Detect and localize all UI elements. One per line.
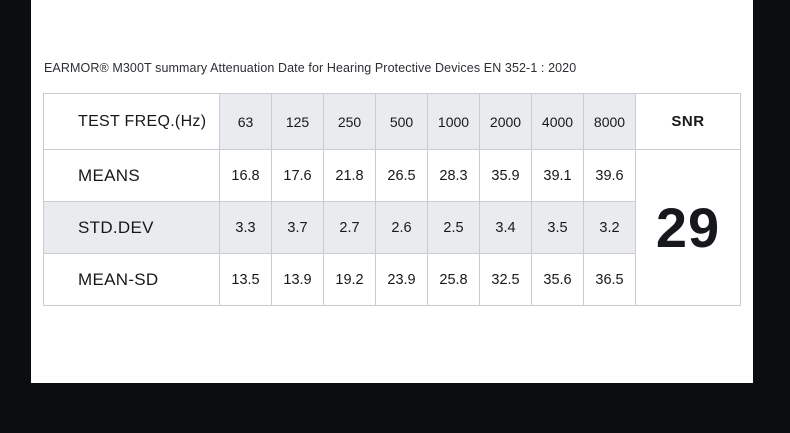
right-letterbox [753,0,790,383]
header-band-125: 125 [272,94,324,150]
cell-means-2000: 35.9 [480,150,532,202]
attenuation-table [43,93,741,306]
cell-stddev-500: 2.6 [376,202,428,254]
cell-stddev-4000: 3.5 [532,202,584,254]
table-header-row [44,94,741,150]
cell-meansd-63: 13.5 [220,254,272,306]
cell-stddev-125: 3.7 [272,202,324,254]
table-caption: EARMOR® M300T summary Attenuation Date for Hearing Protective Devices EN 352-1 : 2020 [44,61,577,75]
header-band-250: 250 [324,94,376,150]
left-letterbox [0,0,31,383]
header-test-freq: TEST FREQ.(Hz) [44,94,220,150]
row-label-mean-sd: MEAN-SD [44,254,220,306]
cell-stddev-250: 2.7 [324,202,376,254]
table-row [44,150,741,202]
cell-meansd-2000: 32.5 [480,254,532,306]
cell-meansd-1000: 25.8 [428,254,480,306]
header-band-1000: 1000 [428,94,480,150]
cell-stddev-1000: 2.5 [428,202,480,254]
cell-means-4000: 39.1 [532,150,584,202]
attenuation-table-container [43,93,740,306]
cell-means-1000: 28.3 [428,150,480,202]
cell-meansd-8000: 36.5 [584,254,636,306]
cell-meansd-500: 23.9 [376,254,428,306]
cell-meansd-4000: 35.6 [532,254,584,306]
cell-means-8000: 39.6 [584,150,636,202]
cell-stddev-8000: 3.2 [584,202,636,254]
cell-stddev-2000: 3.4 [480,202,532,254]
cell-meansd-250: 19.2 [324,254,376,306]
header-band-2000: 2000 [480,94,532,150]
cell-means-125: 17.6 [272,150,324,202]
header-band-63: 63 [220,94,272,150]
snr-value: 29 [636,150,741,306]
row-label-std-dev: STD.DEV [44,202,220,254]
cell-means-63: 16.8 [220,150,272,202]
header-band-8000: 8000 [584,94,636,150]
cell-means-250: 21.8 [324,150,376,202]
row-label-means: MEANS [44,150,220,202]
cell-stddev-63: 3.3 [220,202,272,254]
document-page [31,0,753,383]
cell-means-500: 26.5 [376,150,428,202]
bottom-letterbox [0,383,790,433]
header-band-500: 500 [376,94,428,150]
header-band-4000: 4000 [532,94,584,150]
cell-meansd-125: 13.9 [272,254,324,306]
header-snr: SNR [636,94,741,150]
